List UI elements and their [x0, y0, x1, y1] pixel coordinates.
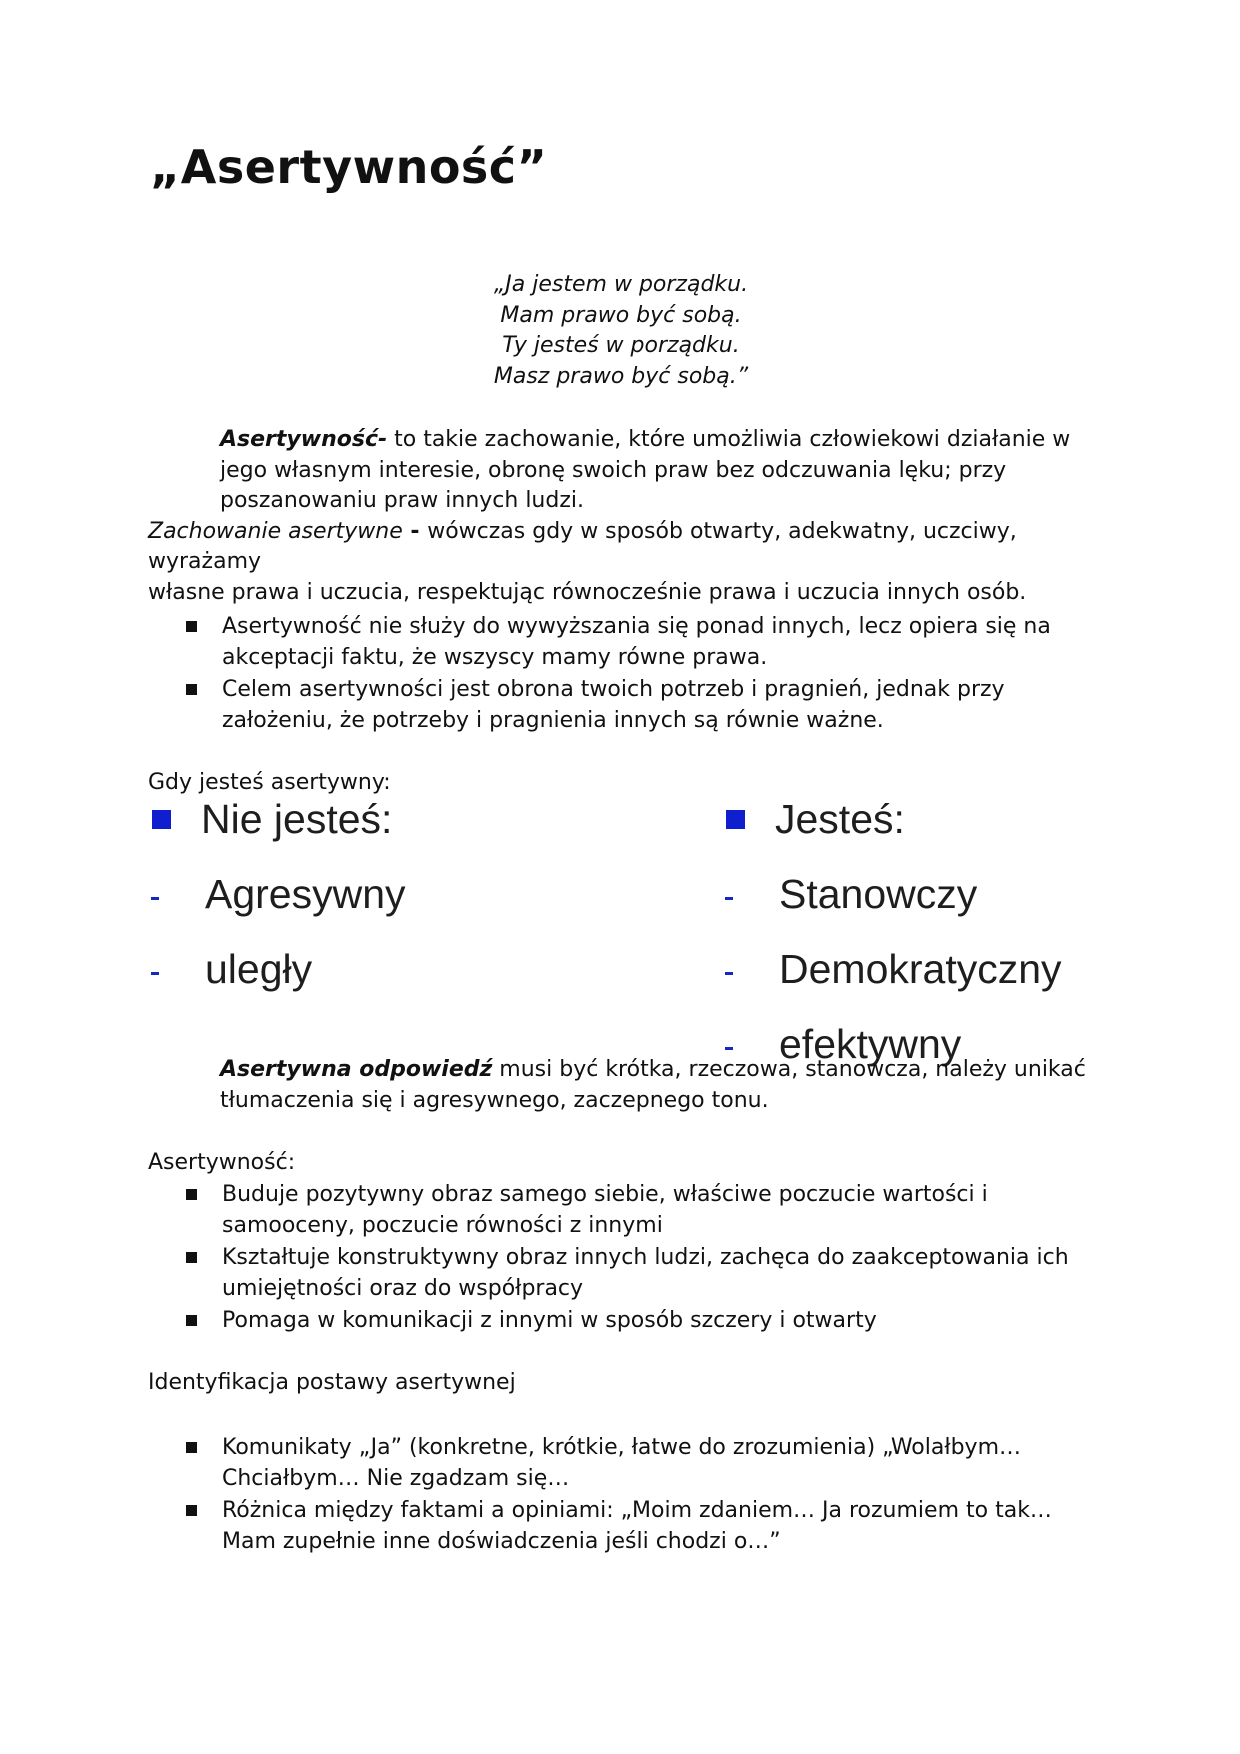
behavior-text-1: wówczas gdy w sposób otwarty, adekwatny, uczciwy, wyrażamy	[148, 518, 1017, 574]
blue-square-bullet-icon	[152, 810, 171, 829]
not-item	[148, 871, 406, 918]
list-item-text: Buduje pozytywny obraz samego siebie, właściwe poczucie wartości i samooceny, poczucie równości z innymi	[222, 1182, 988, 1238]
not-item	[148, 946, 406, 993]
square-bullet-icon	[186, 1442, 197, 1453]
square-bullet-icon	[186, 684, 197, 695]
list-item	[148, 675, 1108, 736]
are-item	[722, 946, 1062, 993]
quote-line: Mam prawo być sobą.	[500, 302, 742, 328]
page-title: „Asertywność”	[150, 140, 548, 194]
quote-line: Masz prawo być sobą.”	[493, 363, 749, 389]
list-item	[148, 1306, 1108, 1337]
are-item-text: Stanowczy	[779, 871, 978, 917]
are-column	[722, 796, 1062, 1068]
dash-bullet-icon	[151, 972, 159, 975]
response-paragraph	[148, 1055, 1108, 1116]
response-body: musi być krótka, rzeczowa, stanowcza, należy unikać tłumaczenia się i agresywnego, zaczepnego tonu.	[220, 1057, 1086, 1113]
square-bullet-icon	[186, 1252, 197, 1263]
behavior-text-2: własne prawa i uczucia, respektując równocześnie prawa i uczucia innych osób.	[148, 579, 1027, 605]
response-term: Asertywna odpowiedź	[220, 1057, 493, 1082]
definition-section	[148, 425, 1108, 608]
quote-line: Ty jesteś w porządku.	[502, 333, 740, 358]
square-bullet-icon	[186, 621, 197, 632]
list-item	[148, 1243, 1108, 1304]
blue-square-bullet-icon	[726, 810, 745, 829]
behavior-paragraph	[148, 517, 1108, 578]
definition-paragraph	[148, 425, 1108, 517]
list-item-text: Kształtuje konstruktywny obraz innych ludzi, zachęca do zaakceptowania ich umiejętności oraz do współpracy	[222, 1245, 1069, 1301]
are-heading-text: Jesteś:	[775, 796, 905, 842]
definition-text: to takie zachowanie, które umożliwia człowiekowi działanie w jego własnym interesie, obronę swoich praw bez odczuwania lęku; przy poszanowaniu praw innych ludzi.	[220, 427, 1071, 513]
square-bullet-icon	[186, 1315, 197, 1326]
are-item-text: Demokratyczny	[779, 946, 1062, 992]
not-heading-text: Nie jesteś:	[201, 796, 393, 842]
not-column-heading	[148, 796, 406, 843]
behavior-dash: -	[402, 518, 428, 544]
dash-bullet-icon	[725, 1047, 733, 1050]
identification-list	[148, 1433, 1108, 1559]
dash-bullet-icon	[151, 897, 159, 900]
assertiveness-list-2	[148, 1180, 1108, 1339]
when-assertive-label: Gdy jesteś asertywny:	[148, 770, 391, 795]
assertiveness-list-1	[148, 612, 1108, 738]
list-item-text: Celem asertywności jest obrona twoich potrzeb i pragnień, jednak przy założeniu, że potrzeby i pragnienia innych są równie ważne.	[222, 677, 1005, 733]
are-column-heading	[722, 796, 1062, 843]
square-bullet-icon	[186, 1505, 197, 1516]
dash-bullet-icon	[725, 897, 733, 900]
motto-quote	[0, 270, 1240, 392]
list-item	[148, 1496, 1108, 1557]
list-item-text: Pomaga w komunikacji z innymi w sposób szczery i otwarty	[222, 1308, 877, 1333]
are-item	[722, 871, 1062, 918]
list-item-text: Asertywność nie służy do wywyższania się ponad innych, lecz opiera się na akceptacji faktu, że wszyscy mamy równe prawa.	[222, 614, 1051, 670]
list-item	[148, 1180, 1108, 1241]
not-item-text: Agresywny	[205, 871, 406, 917]
are-item-text: efektywny	[779, 1021, 962, 1067]
identification-label: Identyfikacja postawy asertywnej	[148, 1370, 516, 1395]
list-item-text: Komunikaty „Ja” (konkretne, krótkie, łatwe do zrozumienia) „Wolałbym… Chciałbym… Nie zgadzam się…	[222, 1435, 1022, 1491]
behavior-term: Zachowanie asertywne	[148, 518, 403, 544]
not-item-text: uległy	[205, 946, 313, 992]
dash-bullet-icon	[725, 972, 733, 975]
list-item	[148, 1433, 1108, 1494]
square-bullet-icon	[186, 1189, 197, 1200]
not-column	[148, 796, 406, 993]
definition-term: Asertywność-	[220, 427, 388, 452]
assertiveness-label: Asertywność:	[148, 1150, 296, 1175]
response-text	[148, 1055, 1108, 1116]
list-item	[148, 612, 1108, 673]
list-item-text: Różnica między faktami a opiniami: „Moim zdaniem… Ja rozumiem to tak… Mam zupełnie inne doświadczenia jeśli chodzi o…”	[222, 1498, 1052, 1554]
quote-line: „Ja jestem w porządku.	[493, 272, 749, 297]
